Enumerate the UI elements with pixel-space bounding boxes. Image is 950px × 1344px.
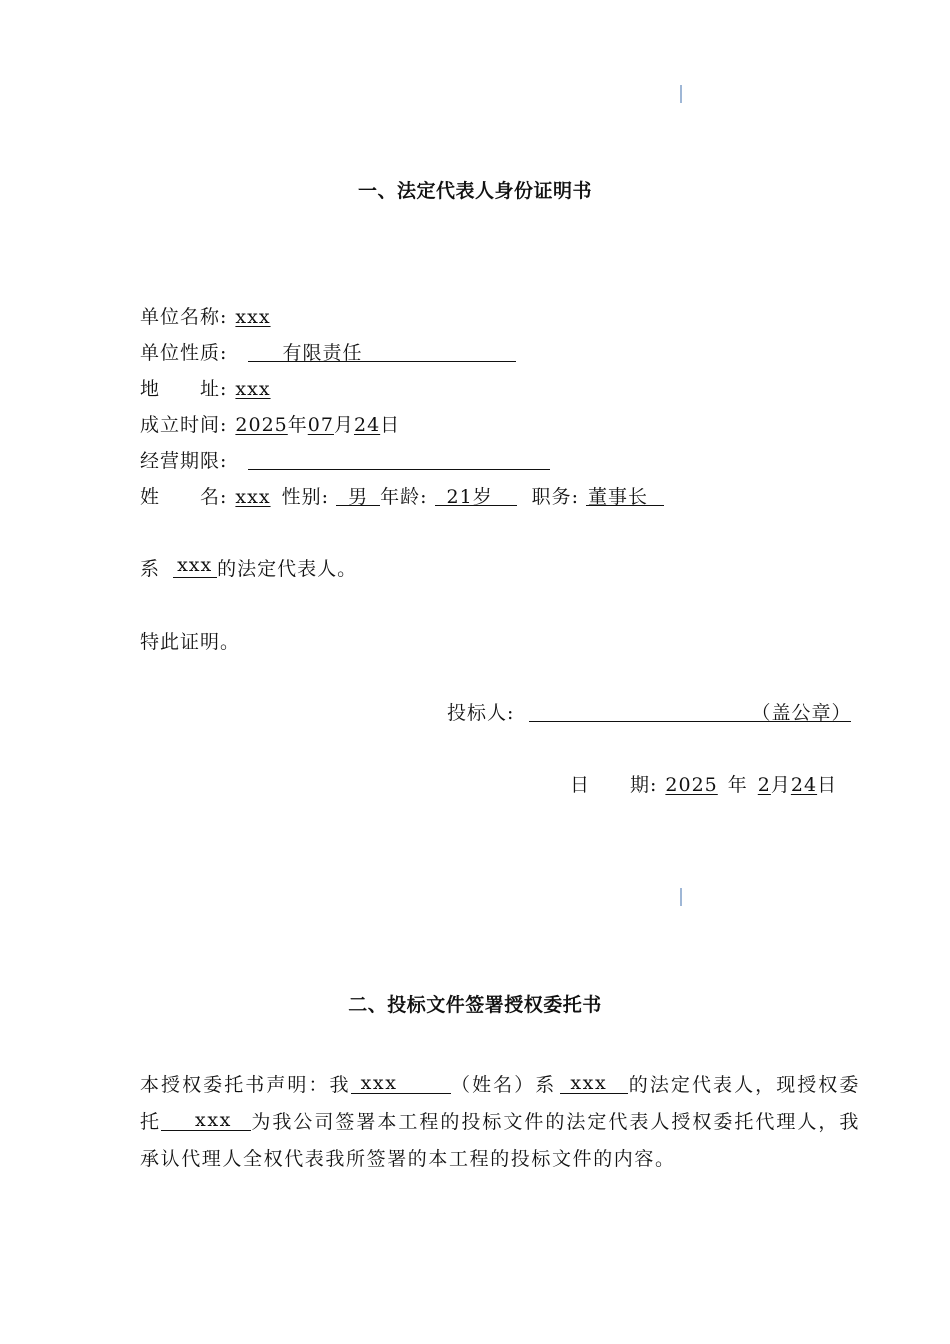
paragraph-part-2: （姓名）系 xyxy=(450,1074,557,1096)
paragraph-part-1: 本授权委托书声明：我 xyxy=(140,1074,351,1096)
section1-title: 一、法定代表人身份证明书 xyxy=(357,180,592,202)
date-month-unit: 月 xyxy=(770,774,791,796)
paragraph-part-4: 为我公司签署本工程的投标文件的法定代表人授权委托代理人，我承认代理人全权代表我所签署的本工程的投标文件的内容。 xyxy=(140,1111,860,1170)
statement-value: xxx xyxy=(177,554,213,576)
established-month-unit: 月 xyxy=(333,414,354,436)
unit-name-value: xxx xyxy=(235,306,271,328)
address-row xyxy=(140,374,271,401)
position-value: 董事长 xyxy=(588,486,649,508)
established-year: 2025 xyxy=(235,414,288,436)
page-marker-top xyxy=(680,85,682,103)
gender-label: 性别: xyxy=(281,486,330,508)
agent-name: xxx xyxy=(195,1109,232,1131)
company-field xyxy=(560,1073,628,1094)
address-label: 地 址: xyxy=(140,378,228,400)
gender-field xyxy=(336,485,380,506)
established-row xyxy=(140,410,400,437)
statement-prefix: 系 xyxy=(140,558,161,580)
statement-suffix: 的法定代表人。 xyxy=(217,558,358,580)
certify-text: 特此证明。 xyxy=(140,631,241,653)
age-label: 年龄: xyxy=(380,486,428,508)
date-year-unit: 年 xyxy=(727,774,748,796)
term-label: 经营期限: xyxy=(140,450,228,472)
unit-name-row xyxy=(140,302,271,329)
established-year-unit: 年 xyxy=(287,414,308,436)
date-month: 2 xyxy=(757,774,771,796)
bidder-row xyxy=(447,698,851,725)
principal-name: xxx xyxy=(360,1072,398,1094)
position-label: 职务: xyxy=(531,486,579,508)
section2-title: 二、投标文件签署授权委托书 xyxy=(348,994,602,1016)
date-year: 2025 xyxy=(665,774,718,796)
paragraph-part-3: 的法定代表人，现授权委托 xyxy=(140,1074,860,1133)
representative-row xyxy=(140,482,664,509)
statement-row xyxy=(140,554,357,581)
established-month: 07 xyxy=(307,414,334,436)
unit-nature-value: 有限责任 xyxy=(282,342,363,364)
age-value: 21岁 xyxy=(446,486,493,508)
date-label: 日 期: xyxy=(570,774,658,796)
date-row xyxy=(570,770,837,797)
bidder-field xyxy=(529,701,851,722)
name-value: xxx xyxy=(235,486,271,508)
company-name: xxx xyxy=(570,1072,608,1094)
established-day: 24 xyxy=(353,414,381,436)
address-value: xxx xyxy=(235,378,271,400)
unit-name-label: 单位名称: xyxy=(140,306,228,328)
date-day: 24 xyxy=(790,774,818,796)
age-field xyxy=(435,485,517,506)
name-label: 姓 名: xyxy=(140,486,228,508)
bidder-label: 投标人: xyxy=(447,702,515,724)
established-day-unit: 日 xyxy=(380,414,401,436)
principal-name-field xyxy=(351,1073,451,1094)
unit-nature-row xyxy=(140,338,516,365)
position-field xyxy=(586,485,664,506)
term-row xyxy=(140,446,550,473)
date-day-unit: 日 xyxy=(817,774,838,796)
unit-nature-label: 单位性质: xyxy=(140,342,228,364)
statement-field xyxy=(173,554,217,578)
seal-text: （盖公章） xyxy=(751,702,852,724)
agent-field xyxy=(161,1110,251,1131)
unit-nature-field xyxy=(248,341,516,362)
term-field xyxy=(248,449,550,470)
page-marker-mid xyxy=(680,888,682,906)
gender-value: 男 xyxy=(348,486,369,508)
established-label: 成立时间: xyxy=(140,414,228,436)
authorization-paragraph xyxy=(140,1067,860,1178)
